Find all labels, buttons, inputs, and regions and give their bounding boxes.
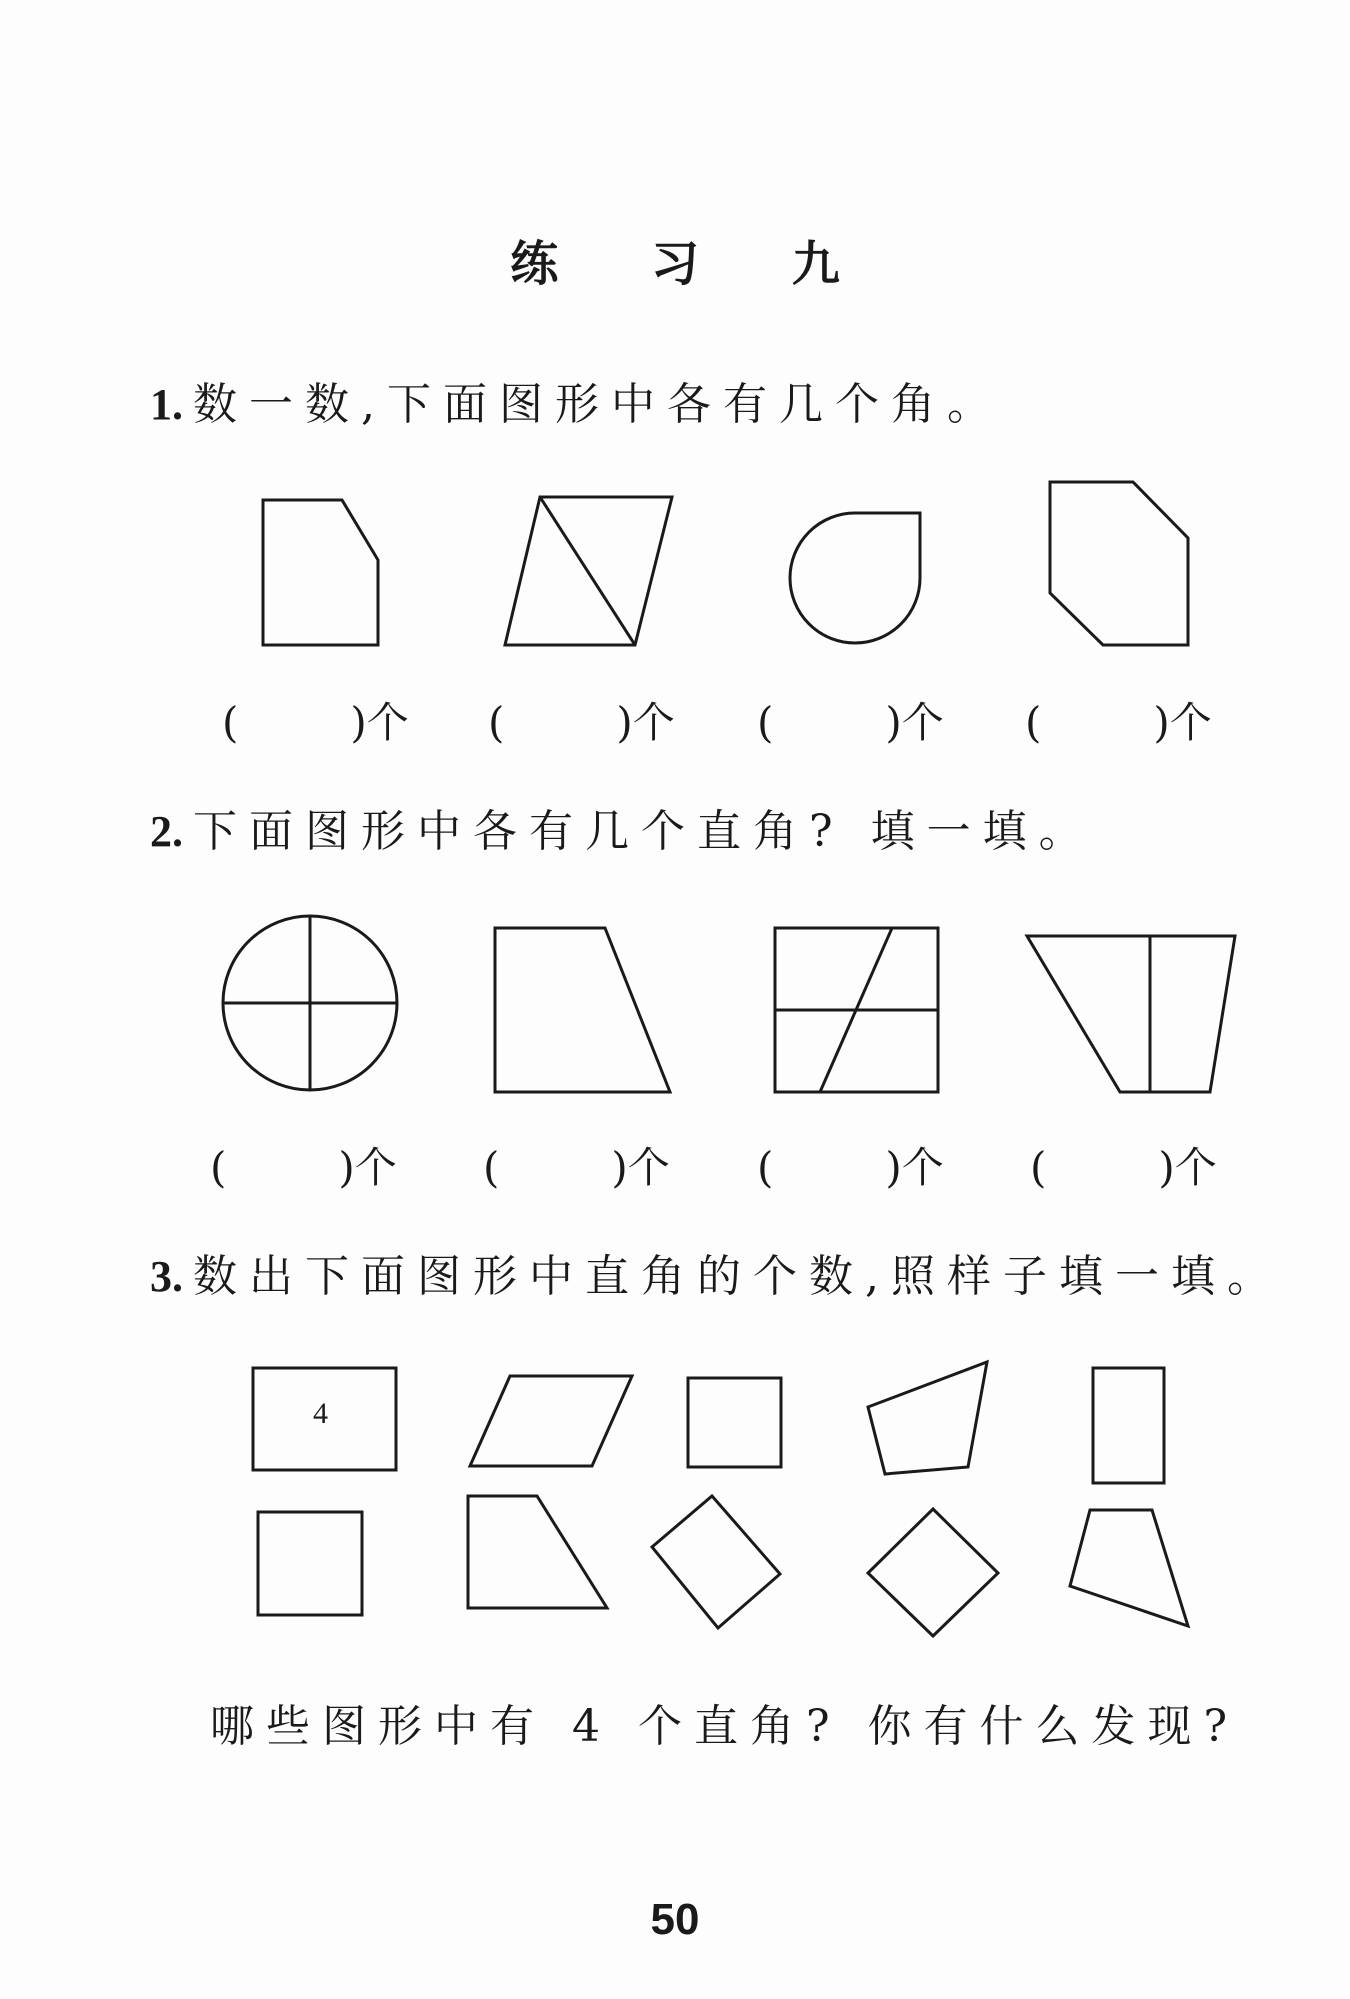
q3-right-trapezoid bbox=[468, 1496, 607, 1608]
q2-blank-3[interactable]: ( )个 bbox=[757, 1143, 944, 1192]
q3-quadrilateral bbox=[868, 1362, 987, 1474]
q2-inverted-trapezoid bbox=[1027, 936, 1235, 1092]
q2-blank-1[interactable]: ( )个 bbox=[210, 1143, 397, 1192]
question-1-number: 1. bbox=[150, 380, 183, 429]
question-1-text: 数一数,下面图形中各有几个角。 bbox=[193, 379, 1003, 430]
q2-blank-4[interactable]: ( )个 bbox=[1030, 1143, 1217, 1192]
q1-blank-1[interactable]: ( )个 bbox=[222, 698, 409, 747]
q1-cut-corner-shape bbox=[1050, 482, 1188, 645]
q3-square-2 bbox=[258, 1512, 362, 1615]
question-3-number: 3. bbox=[150, 1252, 183, 1301]
q3-square bbox=[688, 1378, 781, 1467]
page-title: 练 习 九 bbox=[510, 236, 878, 292]
q3-parallelogram bbox=[470, 1376, 632, 1466]
q2-blank-2[interactable]: ( )个 bbox=[483, 1143, 670, 1192]
q1-blank-2[interactable]: ( )个 bbox=[488, 698, 675, 747]
q1-drop-shape bbox=[790, 513, 920, 643]
q3-tilted-rectangle bbox=[652, 1496, 780, 1628]
question-2-text: 下面图形中各有几个直角? 填一填。 bbox=[193, 806, 1095, 857]
question-2-number: 2. bbox=[150, 807, 183, 856]
q1-pentagon-shape bbox=[263, 500, 378, 645]
page-number: 50 bbox=[650, 1895, 700, 1944]
q1-blank-4[interactable]: ( )个 bbox=[1025, 698, 1212, 747]
q2-trapezoid-shape bbox=[495, 928, 670, 1092]
q3-irregular-quad bbox=[1070, 1510, 1188, 1626]
q3-tall-rectangle bbox=[1093, 1368, 1164, 1483]
q1-blank-3[interactable]: ( )个 bbox=[757, 698, 944, 747]
q1-diagonal-line bbox=[540, 497, 635, 645]
question-3-text: 数出下面图形中直角的个数,照样子填一填。 bbox=[193, 1251, 1283, 1302]
q3-followup-question: 哪些图形中有 4 个直角? 你有什么发现? bbox=[210, 1701, 1240, 1752]
q3-sample-answer: 4 bbox=[313, 1397, 328, 1430]
q3-diamond-square bbox=[868, 1509, 998, 1636]
